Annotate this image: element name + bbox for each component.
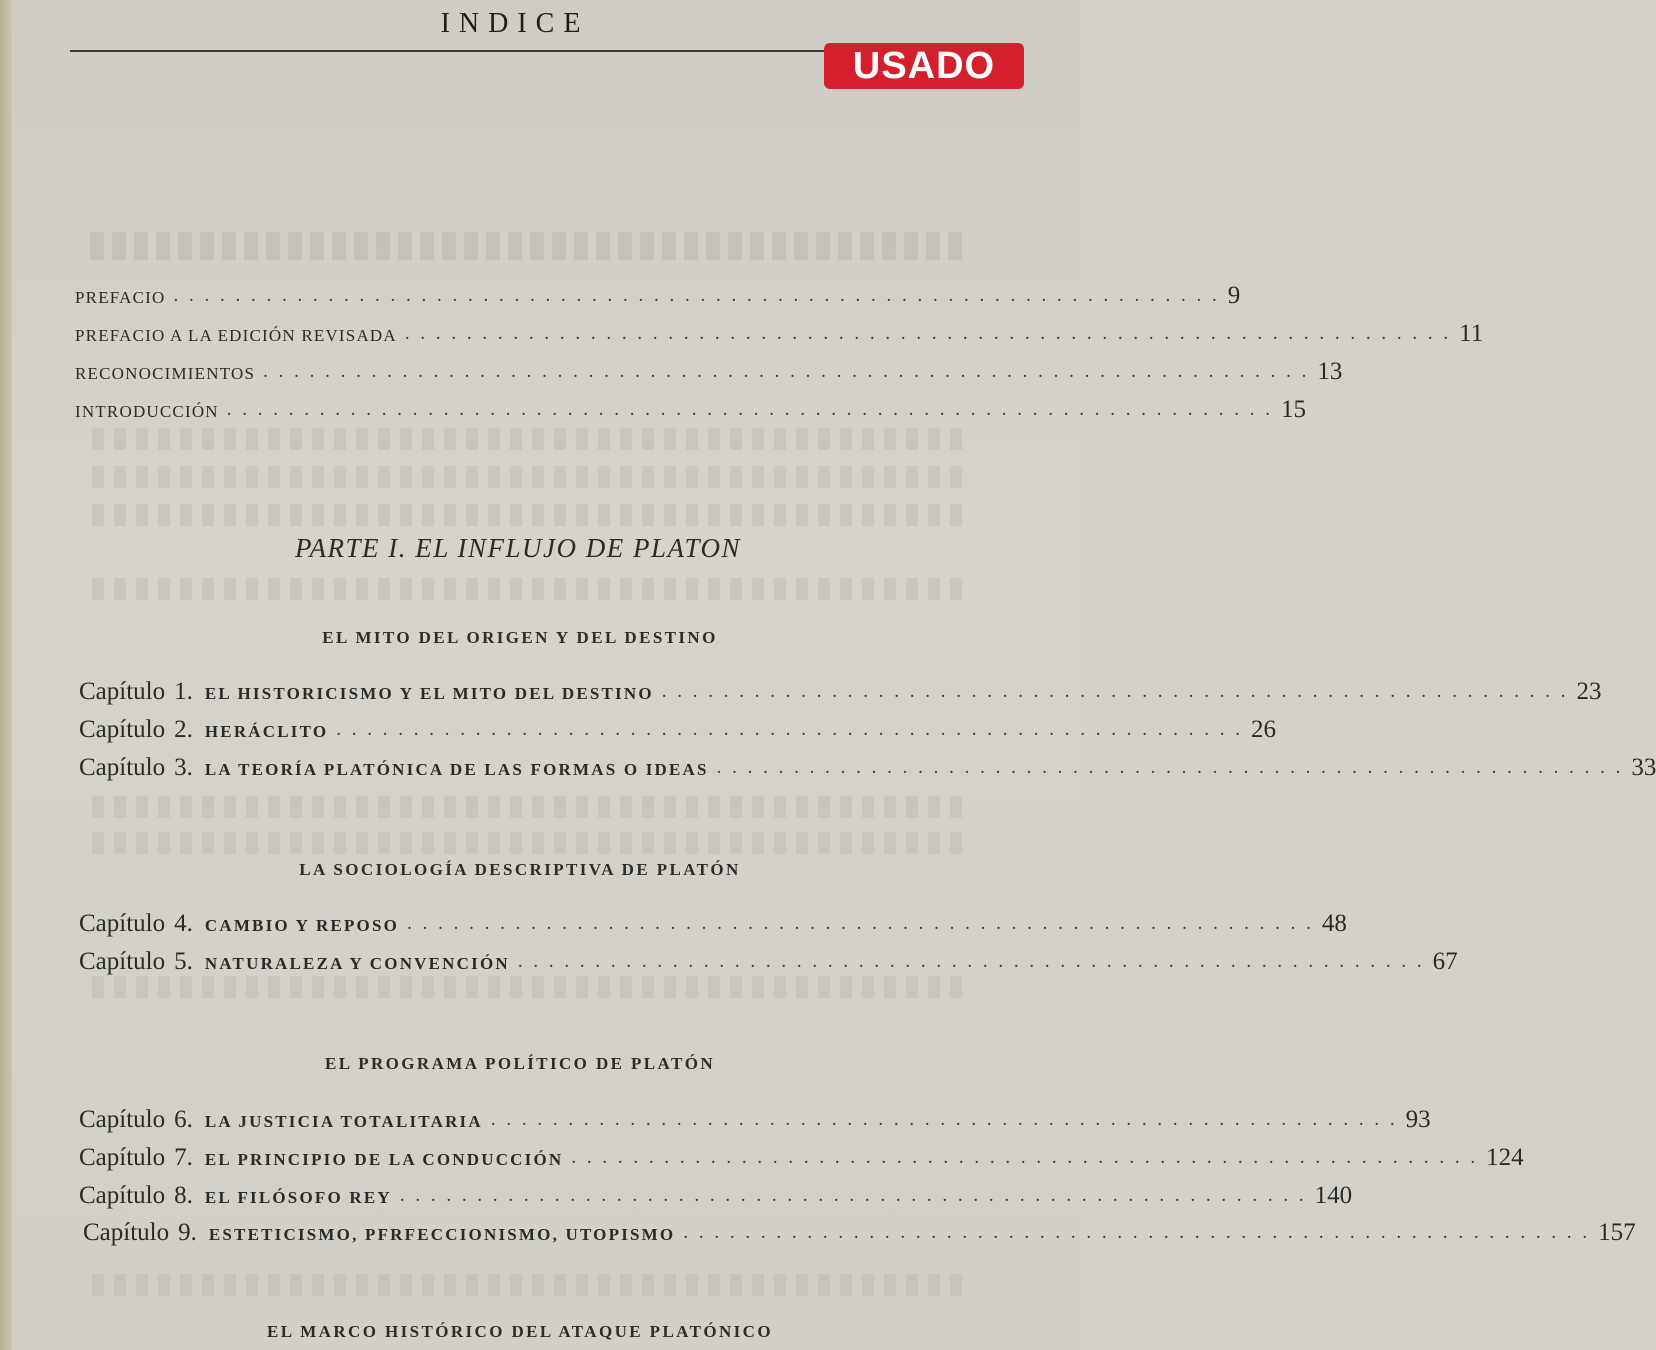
section-title: LA SOCIOLOGÍA DESCRIPTIVA DE PLATÓN: [299, 860, 741, 879]
page-title: INDICE: [440, 8, 590, 39]
chapter-page: 140: [1314, 1182, 1353, 1209]
chapter-title: LA JUSTICIA TOTALITARIA: [204, 1112, 483, 1131]
chapter-page: 157: [1598, 1219, 1636, 1246]
chapter-entry: [79, 754, 1656, 788]
toc-entry-introduccion: [75, 396, 1307, 426]
chapter-number: 6.: [174, 1106, 193, 1133]
page-edge: [0, 0, 12, 1350]
chapter-word: Capítulo: [79, 910, 166, 937]
toc-entry-label: INTRODUCCIÓN: [75, 402, 219, 421]
chapter-entry: [79, 678, 1602, 712]
chapter-number: 7.: [174, 1144, 193, 1171]
leader-dots: . . . . . . . . . . . . . . . . . . . . . . . . . . . . . . . . . . . . . . . . . . . . . . . . . . . . . . . . . . .: [407, 913, 1314, 934]
chapter-word: Capítulo: [79, 678, 166, 705]
chapter-word: Capítulo: [79, 1106, 166, 1133]
chapter-page: 67: [1432, 948, 1458, 975]
toc-entry-prefacio-revisada: [75, 320, 1484, 350]
chapter-title: EL PRINCIPIO DE LA CONDUCCIÓN: [204, 1150, 564, 1169]
chapter-word: Capítulo: [79, 948, 166, 975]
toc-entry-label: PREFACIO: [75, 288, 166, 307]
chapter-entry: [79, 1144, 1524, 1178]
leader-dots: . . . . . . . . . . . . . . . . . . . . . . . . . . . . . . . . . . . . . . . . . . . . . . . . . . . . . . . . . . .: [399, 1185, 1307, 1206]
chapter-entry: [79, 716, 1277, 750]
chapter-word: Capítulo: [83, 1219, 170, 1246]
chapter-title: EL HISTORICISMO Y EL MITO DEL DESTINO: [204, 684, 654, 703]
chapter-title: LA TEORÍA PLATÓNICA DE LAS FORMAS O IDEAS: [204, 760, 709, 779]
chapter-page: 26: [1251, 716, 1277, 743]
toc-entry-prefacio: [75, 282, 1241, 312]
chapter-title: ESTETICISMO, PFRFECCIONISMO, UTOPISMO: [208, 1225, 676, 1244]
toc-entry-reconocimientos: [75, 358, 1343, 388]
chapter-number: 2.: [174, 716, 193, 743]
chapter-word: Capítulo: [79, 1144, 166, 1171]
part-title: PARTE I. EL INFLUJO DE PLATON: [294, 533, 742, 563]
chapter-page: 23: [1576, 678, 1602, 705]
chapter-title: EL FILÓSOFO REY: [204, 1188, 392, 1207]
toc-entry-page: 13: [1317, 358, 1343, 385]
used-badge: USADO: [824, 43, 1024, 89]
leader-dots: . . . . . . . . . . . . . . . . . . . . . . . . . . . . . . . . . . . . . . . . . . . . . . . . . . . . . . . . . . . . . . . . . . . .: [263, 361, 1310, 382]
chapter-word: Capítulo: [79, 1182, 166, 1209]
toc-entry-page: 11: [1459, 320, 1484, 347]
leader-dots: . . . . . . . . . . . . . . . . . . . . . . . . . . . . . . . . . . . . . . . . . . . . . . . . . . . . . . . . . . .: [490, 1109, 1398, 1130]
chapter-word: Capítulo: [79, 754, 166, 781]
chapter-page: 93: [1405, 1106, 1431, 1133]
chapter-title: CAMBIO Y REPOSO: [204, 916, 400, 935]
section-title: EL MARCO HISTÓRICO DEL ATAQUE PLATÓNICO: [267, 1322, 773, 1341]
leader-dots: . . . . . . . . . . . . . . . . . . . . . . . . . . . . . . . . . . . . . . . . . . . . . . . . . . . . . . . . . . . . . . . . . . . .: [226, 399, 1274, 420]
leader-dots: . . . . . . . . . . . . . . . . . . . . . . . . . . . . . . . . . . . . . . . . . . . . . . . . . . . . . . . . . . .: [336, 719, 1244, 740]
chapter-page: 48: [1321, 910, 1347, 937]
toc-entry-page: 15: [1281, 396, 1307, 423]
chapter-number: 3.: [174, 754, 193, 781]
chapter-entry: [79, 948, 1458, 982]
leader-dots: . . . . . . . . . . . . . . . . . . . . . . . . . . . . . . . . . . . . . . . . . . . . . . . . . . . . . . . . . . . . . . . . . . . .: [404, 323, 1452, 344]
chapter-number: 9.: [178, 1219, 197, 1246]
toc-entry-label: PREFACIO A LA EDICIÓN REVISADA: [75, 326, 397, 345]
chapter-number: 4.: [174, 910, 193, 937]
chapter-title: HERÁCLITO: [204, 722, 329, 741]
chapter-number: 8.: [174, 1182, 193, 1209]
chapter-title: NATURALEZA Y CONVENCIÓN: [204, 954, 510, 973]
leader-dots: . . . . . . . . . . . . . . . . . . . . . . . . . . . . . . . . . . . . . . . . . . . . . . . . . . . . . . . . . . .: [661, 681, 1569, 702]
leader-dots: . . . . . . . . . . . . . . . . . . . . . . . . . . . . . . . . . . . . . . . . . . . . . . . . . . . . . . . . . . .: [517, 951, 1425, 972]
toc-entry-label: RECONOCIMIENTOS: [75, 364, 256, 383]
section-title: EL PROGRAMA POLÍTICO DE PLATÓN: [325, 1054, 715, 1073]
chapter-page: 124: [1486, 1144, 1524, 1171]
leader-dots: . . . . . . . . . . . . . . . . . . . . . . . . . . . . . . . . . . . . . . . . . . . . . . . . . . . . . . . . . . .: [571, 1147, 1479, 1168]
chapter-entry: [79, 910, 1347, 944]
chapter-word: Capítulo: [79, 716, 166, 743]
toc-entry-page: 9: [1227, 282, 1241, 309]
leader-dots: . . . . . . . . . . . . . . . . . . . . . . . . . . . . . . . . . . . . . . . . . . . . . . . . . . . . . . . . . . .: [716, 757, 1624, 778]
chapter-entry: [83, 1219, 1636, 1253]
chapter-number: 1.: [174, 678, 193, 705]
chapter-entry: [79, 1182, 1353, 1216]
leader-dots: . . . . . . . . . . . . . . . . . . . . . . . . . . . . . . . . . . . . . . . . . . . . . . . . . . . . . . . . . . . . . . . . . . . .: [173, 285, 1220, 306]
chapter-page: 33: [1631, 754, 1656, 781]
section-title: EL MITO DEL ORIGEN Y DEL DESTINO: [322, 628, 718, 647]
leader-dots: . . . . . . . . . . . . . . . . . . . . . . . . . . . . . . . . . . . . . . . . . . . . . . . . . . . . . . . . . . .: [683, 1222, 1591, 1243]
chapter-number: 5.: [174, 948, 193, 975]
chapter-entry: [79, 1106, 1431, 1140]
